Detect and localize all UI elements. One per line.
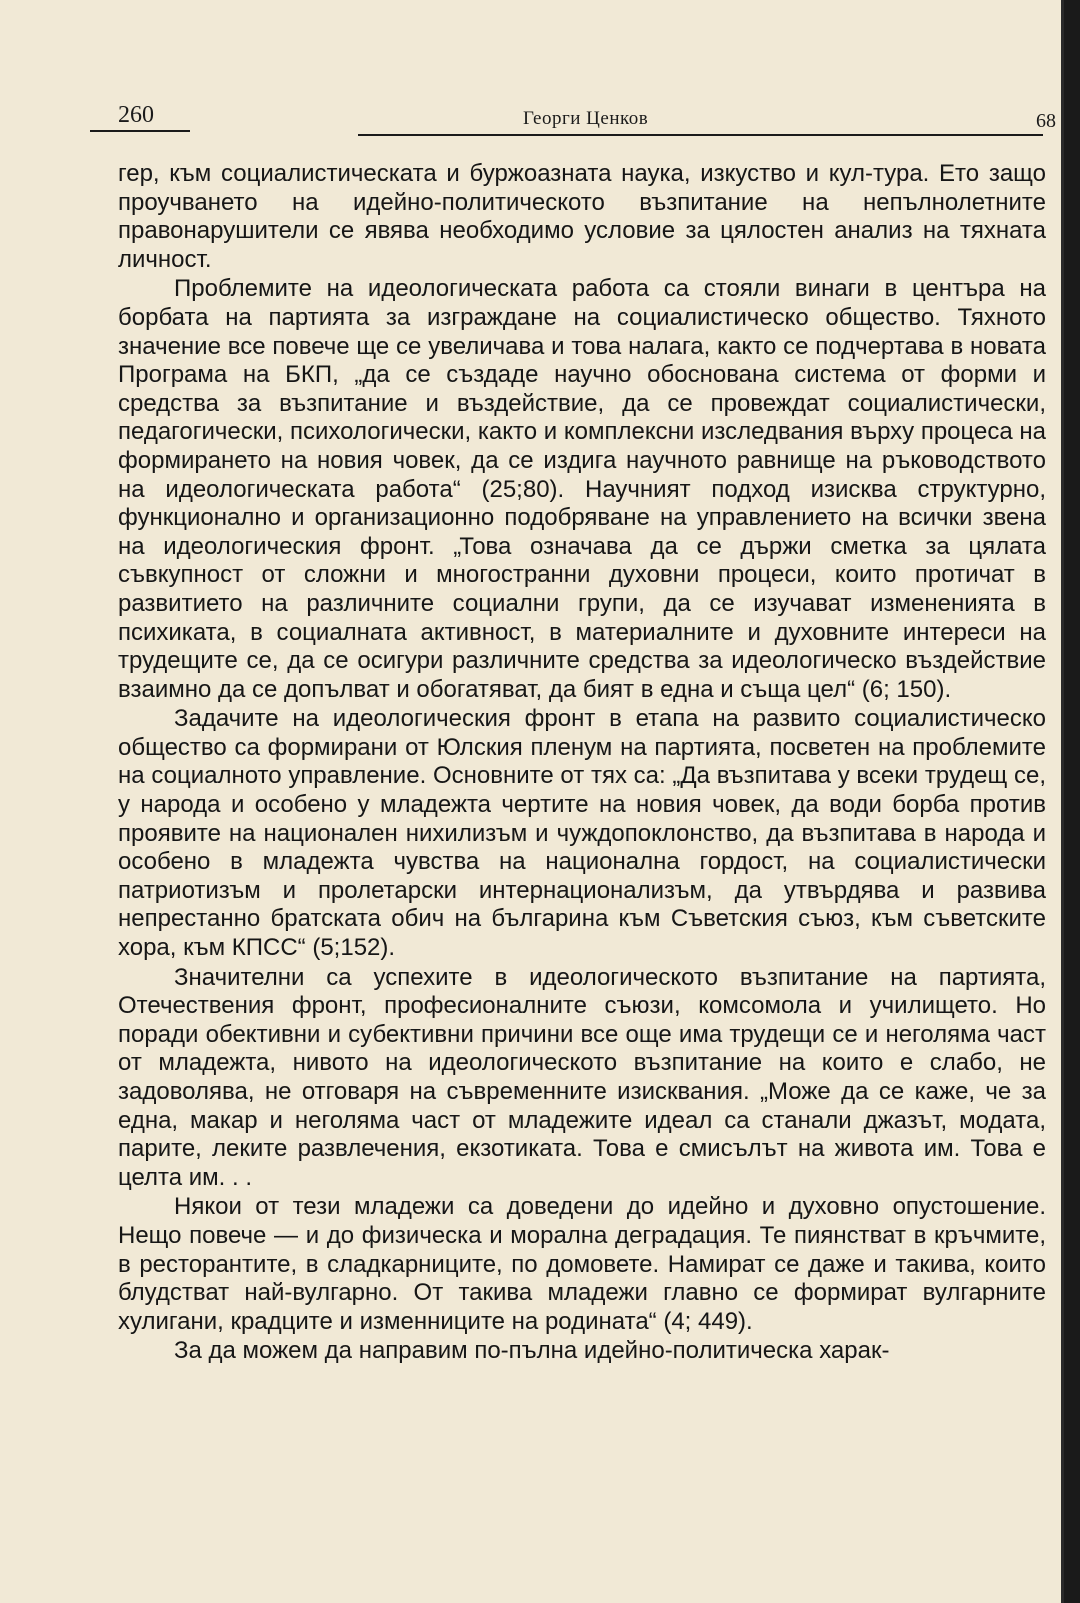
paragraph-4: Значителни са успехите в идеологическото възпитание на партията, Отечествения фронт, професионалните съюзи, комсомола и училището. Но поради обективни и субективни причини все още има трудещи се и неголяма част от младежта, нивото на идеологическото възпитание на които е слабо, не задоволява, не отговаря на съвременните изисквания. „Може да се каже, че за една, макар и неголяма част от младежите идеал са станали джазът, модата, парите, леките развлечения, екзотиката. Това е смисълът на живота им. Това е целта им. . . xyxy=(118,963,1046,1191)
running-header xyxy=(118,98,1058,138)
header-rule-right xyxy=(358,134,1043,136)
paragraph-5: Някои от тези младежи са доведени до идейно и духовно опустошение. Нещо повече — и до физическа и морална деградация. Те пиянстват в кръчмите, в ресторантите, в сладкарниците, по домовете. Намират се даже и такива, които блудстват най-вулгарно. От такива младежи главно се формират вулгарните хулигани, крадците и изменниците на родината“ (4; 449). xyxy=(118,1193,1046,1335)
body-text xyxy=(118,160,1046,1366)
paragraph-6: За да можем да направим по-пълна идейно-политическа харак- xyxy=(174,1337,890,1365)
paragraph-1: гер, към социалистическата и буржоазната наука, изкуство и кул-тура. Ето защо проучването на идейно-политическото възпитание на непълнолетните правонарушители се явява необходимо условие за цялостен анализ на тяхната личност. xyxy=(118,160,1046,273)
header-rule-left xyxy=(90,130,190,132)
paragraph-3: Задачите на идеологическия фронт в етапа на развито социалистическо общество са формирани от Юлския пленум на партията, посветен на проблемите на социалното управление. Основните от тях са: „Да възпитава у всеки трудещ се, у народа и особено у младежта чертите на новия човек, да води борба против проявите на национален нихилизъм и чуждопоклонство, да възпитава в народа и особено в младежта чувства на национална гордост, на социалистически патриотизъм и пролетарски интернационализъм, да утвърдява и развива непрестанно братската обич на българина към Съветския съюз, към съветските хора, към КПСС“ (5;152). xyxy=(118,705,1046,962)
paragraph-2: Проблемите на идеологическата работа са стояли винаги в центъра на борбата на партията за изграждане на социалистическо общество. Тяхното значение все повече ще се увеличава и това налага, както се подчертава в новата Програма на БКП, „да се създаде научно обоснована система от форми и средства за възпитание и въздействие, да се провеждат социалистически, педагогически, психологически, както и комплексни изследвания върху процеса на формирането на новия човек, да се издига научното равнище на ръководството на идеологическата работа“ (25;80). Научният подход изисква структурно, функционално и организационно подобряване на управлението на всички звена на идеологическия фронт. „Това означава да се държи сметка за цялата съвкупност от сложни и многостранни духовни процеси, които протичат в развитието на различните социални групи, да се изучават измененията в психиката, в социалната активност, в материалните и духовните интереси на трудещите се, да се осигури различните средства за идеологическо въздействие взаимно да се допълват и обогатяват, да бият в една и съща цел“ (6; 150). xyxy=(118,275,1046,703)
page-number: 260 xyxy=(118,102,154,128)
running-head-author: Георги Ценков xyxy=(523,108,649,129)
corner-mark: 68 xyxy=(1036,110,1056,132)
